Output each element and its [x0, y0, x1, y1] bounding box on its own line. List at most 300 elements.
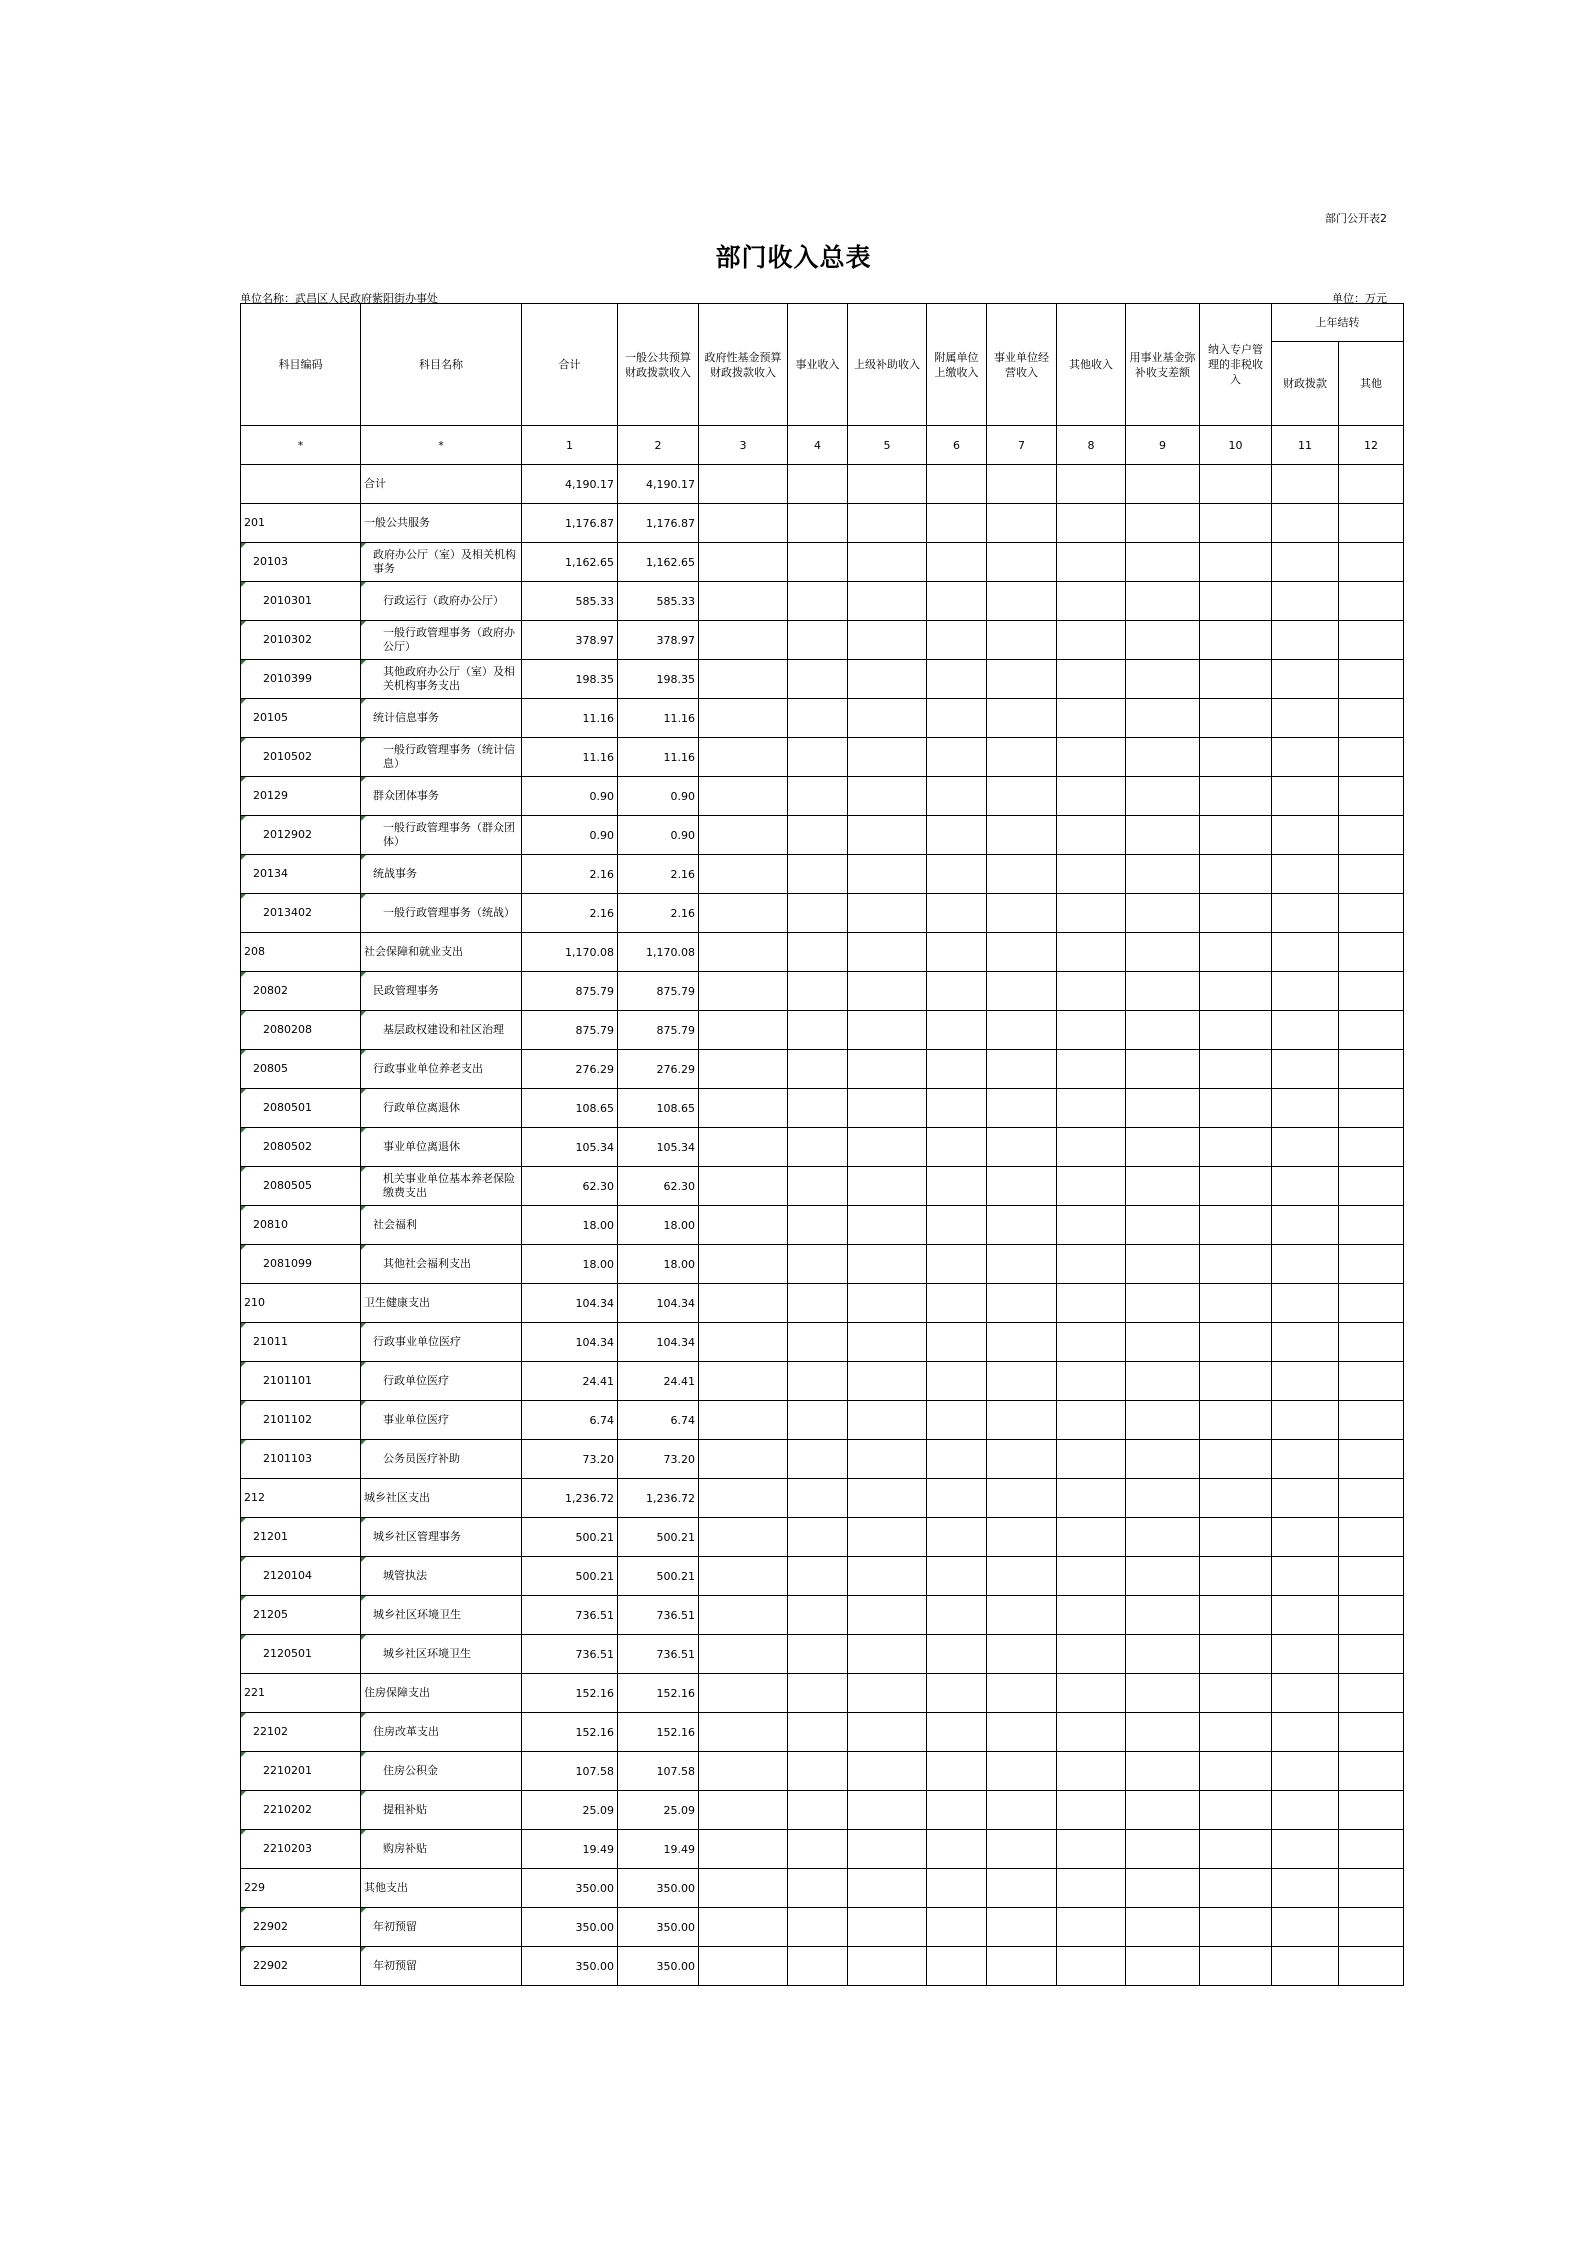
- empty-cell: [1057, 1830, 1126, 1869]
- subject-name-cell: 行政单位离退休: [361, 1089, 522, 1128]
- empty-cell: [987, 543, 1057, 582]
- empty-cell: [848, 1557, 927, 1596]
- empty-cell: [1200, 1011, 1272, 1050]
- header-total: 合计: [522, 304, 618, 426]
- empty-cell: [788, 1518, 848, 1557]
- total-cell: 378.97: [522, 621, 618, 660]
- empty-cell: [1126, 1869, 1200, 1908]
- empty-cell: [1200, 777, 1272, 816]
- empty-cell: [788, 1752, 848, 1791]
- subject-name-cell: 一般行政管理事务（群众团体）: [361, 816, 522, 855]
- total-cell: 1,170.08: [522, 933, 618, 972]
- empty-cell: [1339, 1284, 1404, 1323]
- empty-cell: [788, 1362, 848, 1401]
- subject-code-cell: 2080505: [241, 1167, 361, 1206]
- general-budget-cell: 585.33: [618, 582, 699, 621]
- empty-cell: [987, 1479, 1057, 1518]
- total-cell: 1,162.65: [522, 543, 618, 582]
- empty-cell: [1126, 1245, 1200, 1284]
- empty-cell: [987, 1635, 1057, 1674]
- empty-cell: [848, 1284, 927, 1323]
- subject-name-cell: 行政事业单位养老支出: [361, 1050, 522, 1089]
- empty-cell: [788, 894, 848, 933]
- empty-cell: [788, 1908, 848, 1947]
- empty-cell: [848, 1011, 927, 1050]
- subject-name-cell: 住房改革支出: [361, 1713, 522, 1752]
- subject-name-cell: 其他政府办公厅（室）及相关机构事务支出: [361, 660, 522, 699]
- empty-cell: [927, 1245, 987, 1284]
- subject-code-cell: 2101102: [241, 1401, 361, 1440]
- empty-cell: [699, 1050, 788, 1089]
- total-cell: 500.21: [522, 1518, 618, 1557]
- empty-cell: [1272, 1869, 1339, 1908]
- empty-cell: [1272, 972, 1339, 1011]
- empty-cell: [699, 1791, 788, 1830]
- empty-cell: [927, 621, 987, 660]
- general-budget-cell: 18.00: [618, 1245, 699, 1284]
- general-budget-cell: 108.65: [618, 1089, 699, 1128]
- general-budget-cell: 19.49: [618, 1830, 699, 1869]
- empty-cell: [1126, 855, 1200, 894]
- subject-name-cell: 事业单位离退休: [361, 1128, 522, 1167]
- empty-cell: [1200, 1791, 1272, 1830]
- empty-cell: [788, 1674, 848, 1713]
- subject-name-cell: 其他社会福利支出: [361, 1245, 522, 1284]
- subject-name-cell: 行政单位医疗: [361, 1362, 522, 1401]
- empty-cell: [1339, 1245, 1404, 1284]
- empty-cell: [1339, 1752, 1404, 1791]
- subject-name-cell: 机关事业单位基本养老保险缴费支出: [361, 1167, 522, 1206]
- empty-cell: [788, 738, 848, 777]
- empty-cell: [1126, 1908, 1200, 1947]
- subject-code-cell: 20810: [241, 1206, 361, 1245]
- general-budget-cell: 152.16: [618, 1674, 699, 1713]
- empty-cell: [927, 1752, 987, 1791]
- empty-cell: [1126, 621, 1200, 660]
- subject-name-cell: 城乡社区环境卫生: [361, 1596, 522, 1635]
- table-row: [241, 543, 1404, 582]
- empty-cell: [1339, 972, 1404, 1011]
- empty-cell: [1057, 1947, 1126, 1986]
- empty-cell: [1126, 465, 1200, 504]
- empty-cell: [1057, 1089, 1126, 1128]
- subject-code-cell: 2080502: [241, 1128, 361, 1167]
- empty-cell: [699, 1323, 788, 1362]
- empty-cell: [1272, 816, 1339, 855]
- empty-cell: [1339, 1596, 1404, 1635]
- table-row: [241, 1401, 1404, 1440]
- general-budget-cell: 107.58: [618, 1752, 699, 1791]
- subject-code-cell: 20134: [241, 855, 361, 894]
- empty-cell: [1126, 1479, 1200, 1518]
- empty-cell: [1057, 1596, 1126, 1635]
- empty-cell: [1126, 1791, 1200, 1830]
- subject-name-cell: 事业单位医疗: [361, 1401, 522, 1440]
- empty-cell: [1339, 894, 1404, 933]
- empty-cell: [848, 1401, 927, 1440]
- subject-code-cell: 21011: [241, 1323, 361, 1362]
- empty-cell: [927, 1518, 987, 1557]
- empty-cell: [1057, 1635, 1126, 1674]
- empty-cell: [699, 1908, 788, 1947]
- empty-cell: [1339, 1557, 1404, 1596]
- empty-cell: [1339, 1791, 1404, 1830]
- empty-cell: [788, 816, 848, 855]
- subject-name-cell: 行政运行（政府办公厅）: [361, 582, 522, 621]
- empty-cell: [699, 1635, 788, 1674]
- empty-cell: [1200, 1206, 1272, 1245]
- empty-cell: [1200, 933, 1272, 972]
- empty-cell: [1339, 1167, 1404, 1206]
- table-row: [241, 1557, 1404, 1596]
- subject-code-cell: [241, 465, 361, 504]
- column-index-cell: 5: [848, 426, 927, 465]
- table-row: [241, 1674, 1404, 1713]
- header-code: 科目编码: [241, 304, 361, 426]
- empty-cell: [1200, 1167, 1272, 1206]
- empty-cell: [987, 1791, 1057, 1830]
- empty-cell: [987, 504, 1057, 543]
- general-budget-cell: 378.97: [618, 621, 699, 660]
- empty-cell: [848, 465, 927, 504]
- empty-cell: [1200, 1284, 1272, 1323]
- empty-cell: [1200, 582, 1272, 621]
- total-cell: 104.34: [522, 1284, 618, 1323]
- empty-cell: [699, 933, 788, 972]
- general-budget-cell: 875.79: [618, 972, 699, 1011]
- general-budget-cell: 350.00: [618, 1947, 699, 1986]
- empty-cell: [1272, 1440, 1339, 1479]
- column-index-cell: *: [241, 426, 361, 465]
- empty-cell: [788, 699, 848, 738]
- empty-cell: [1126, 972, 1200, 1011]
- empty-cell: [987, 738, 1057, 777]
- empty-cell: [1339, 1674, 1404, 1713]
- empty-cell: [987, 1401, 1057, 1440]
- empty-cell: [1272, 1908, 1339, 1947]
- empty-cell: [1126, 1947, 1200, 1986]
- header-operating: 事业单位经营收入: [987, 304, 1057, 426]
- empty-cell: [788, 582, 848, 621]
- empty-cell: [848, 777, 927, 816]
- empty-cell: [1272, 1206, 1339, 1245]
- empty-cell: [1339, 504, 1404, 543]
- total-cell: 107.58: [522, 1752, 618, 1791]
- empty-cell: [699, 972, 788, 1011]
- empty-cell: [848, 1518, 927, 1557]
- table-row: [241, 504, 1404, 543]
- empty-cell: [1339, 621, 1404, 660]
- empty-cell: [927, 777, 987, 816]
- total-cell: 11.16: [522, 738, 618, 777]
- empty-cell: [1057, 660, 1126, 699]
- table-row: [241, 894, 1404, 933]
- empty-cell: [699, 1440, 788, 1479]
- general-budget-cell: 152.16: [618, 1713, 699, 1752]
- empty-cell: [1126, 543, 1200, 582]
- empty-cell: [1272, 1479, 1339, 1518]
- empty-cell: [1057, 465, 1126, 504]
- empty-cell: [1126, 1674, 1200, 1713]
- subject-name-cell: 一般公共服务: [361, 504, 522, 543]
- subject-code-cell: 2210202: [241, 1791, 361, 1830]
- subject-code-cell: 2010502: [241, 738, 361, 777]
- table-row: [241, 1518, 1404, 1557]
- empty-cell: [987, 1011, 1057, 1050]
- empty-cell: [699, 1752, 788, 1791]
- general-budget-cell: 105.34: [618, 1128, 699, 1167]
- empty-cell: [699, 1596, 788, 1635]
- total-cell: 2.16: [522, 855, 618, 894]
- subject-name-cell: 基层政权建设和社区治理: [361, 1011, 522, 1050]
- empty-cell: [1200, 465, 1272, 504]
- subject-name-cell: 住房保障支出: [361, 1674, 522, 1713]
- general-budget-cell: 736.51: [618, 1596, 699, 1635]
- empty-cell: [1272, 933, 1339, 972]
- empty-cell: [987, 972, 1057, 1011]
- general-budget-cell: 18.00: [618, 1206, 699, 1245]
- empty-cell: [1272, 660, 1339, 699]
- header-name: 科目名称: [361, 304, 522, 426]
- empty-cell: [699, 504, 788, 543]
- table-row: [241, 1128, 1404, 1167]
- general-budget-cell: 736.51: [618, 1635, 699, 1674]
- subject-code-cell: 2210201: [241, 1752, 361, 1791]
- empty-cell: [1339, 1011, 1404, 1050]
- subject-code-cell: 2012902: [241, 816, 361, 855]
- empty-cell: [987, 1752, 1057, 1791]
- empty-cell: [927, 894, 987, 933]
- table-row: [241, 1245, 1404, 1284]
- empty-cell: [1126, 1557, 1200, 1596]
- subject-code-cell: 2080501: [241, 1089, 361, 1128]
- empty-cell: [1200, 816, 1272, 855]
- column-index-cell: 4: [788, 426, 848, 465]
- subject-code-cell: 221: [241, 1674, 361, 1713]
- empty-cell: [927, 855, 987, 894]
- empty-cell: [848, 1128, 927, 1167]
- empty-cell: [699, 621, 788, 660]
- table-row: [241, 777, 1404, 816]
- table-row: [241, 582, 1404, 621]
- empty-cell: [699, 543, 788, 582]
- table-row: [241, 1752, 1404, 1791]
- total-cell: 1,236.72: [522, 1479, 618, 1518]
- empty-cell: [699, 582, 788, 621]
- empty-cell: [987, 1362, 1057, 1401]
- empty-cell: [1272, 1752, 1339, 1791]
- empty-cell: [699, 777, 788, 816]
- empty-cell: [1057, 582, 1126, 621]
- table-row: [241, 1206, 1404, 1245]
- empty-cell: [1200, 1869, 1272, 1908]
- empty-cell: [699, 1713, 788, 1752]
- table-row: [241, 1440, 1404, 1479]
- header-carryover: 上年结转: [1272, 304, 1404, 342]
- table-row: [241, 465, 1404, 504]
- column-index-cell: 7: [987, 426, 1057, 465]
- empty-cell: [1057, 1401, 1126, 1440]
- general-budget-cell: 11.16: [618, 738, 699, 777]
- table-row: [241, 1791, 1404, 1830]
- total-cell: 11.16: [522, 699, 618, 738]
- empty-cell: [927, 1947, 987, 1986]
- empty-cell: [699, 465, 788, 504]
- empty-cell: [927, 1167, 987, 1206]
- table-row: [241, 1947, 1404, 1986]
- empty-cell: [1057, 1557, 1126, 1596]
- empty-cell: [699, 816, 788, 855]
- general-budget-cell: 2.16: [618, 894, 699, 933]
- empty-cell: [1057, 699, 1126, 738]
- empty-cell: [987, 1713, 1057, 1752]
- empty-cell: [987, 1284, 1057, 1323]
- total-cell: 736.51: [522, 1596, 618, 1635]
- subject-name-cell: 城管执法: [361, 1557, 522, 1596]
- general-budget-cell: 0.90: [618, 816, 699, 855]
- empty-cell: [1200, 1830, 1272, 1869]
- column-index-cell: 6: [927, 426, 987, 465]
- empty-cell: [1200, 1245, 1272, 1284]
- general-budget-cell: 1,170.08: [618, 933, 699, 972]
- empty-cell: [1339, 933, 1404, 972]
- empty-cell: [848, 816, 927, 855]
- empty-cell: [1126, 1752, 1200, 1791]
- empty-cell: [1126, 777, 1200, 816]
- empty-cell: [848, 543, 927, 582]
- empty-cell: [1272, 1401, 1339, 1440]
- subject-code-cell: 2210203: [241, 1830, 361, 1869]
- empty-cell: [1272, 543, 1339, 582]
- empty-cell: [788, 1206, 848, 1245]
- empty-cell: [848, 1323, 927, 1362]
- empty-cell: [1200, 1089, 1272, 1128]
- empty-cell: [848, 972, 927, 1011]
- empty-cell: [987, 1557, 1057, 1596]
- total-cell: 19.49: [522, 1830, 618, 1869]
- table-row: [241, 1050, 1404, 1089]
- column-index-cell: 10: [1200, 426, 1272, 465]
- empty-cell: [987, 1518, 1057, 1557]
- table-row: [241, 1089, 1404, 1128]
- empty-cell: [1339, 1635, 1404, 1674]
- empty-cell: [1057, 1323, 1126, 1362]
- table-row: [241, 1284, 1404, 1323]
- empty-cell: [788, 1440, 848, 1479]
- subject-name-cell: 民政管理事务: [361, 972, 522, 1011]
- subject-code-cell: 229: [241, 1869, 361, 1908]
- empty-cell: [788, 1284, 848, 1323]
- empty-cell: [1339, 855, 1404, 894]
- empty-cell: [848, 1713, 927, 1752]
- subject-name-cell: 城乡社区环境卫生: [361, 1635, 522, 1674]
- empty-cell: [699, 894, 788, 933]
- empty-cell: [1339, 582, 1404, 621]
- empty-cell: [987, 1128, 1057, 1167]
- empty-cell: [927, 1401, 987, 1440]
- empty-cell: [987, 933, 1057, 972]
- empty-cell: [848, 1206, 927, 1245]
- empty-cell: [927, 1440, 987, 1479]
- empty-cell: [987, 1167, 1057, 1206]
- empty-cell: [1272, 465, 1339, 504]
- header-business: 事业收入: [788, 304, 848, 426]
- empty-cell: [1200, 621, 1272, 660]
- subject-code-cell: 201: [241, 504, 361, 543]
- total-cell: 350.00: [522, 1908, 618, 1947]
- empty-cell: [848, 1596, 927, 1635]
- table-row: [241, 1713, 1404, 1752]
- subject-name-cell: 社会福利: [361, 1206, 522, 1245]
- total-cell: 73.20: [522, 1440, 618, 1479]
- empty-cell: [788, 1947, 848, 1986]
- total-cell: 350.00: [522, 1869, 618, 1908]
- empty-cell: [1057, 1362, 1126, 1401]
- total-cell: 25.09: [522, 1791, 618, 1830]
- empty-cell: [1200, 1908, 1272, 1947]
- empty-cell: [927, 1830, 987, 1869]
- empty-cell: [1126, 1830, 1200, 1869]
- subject-code-cell: 208: [241, 933, 361, 972]
- column-index-cell: 8: [1057, 426, 1126, 465]
- empty-cell: [1272, 1089, 1339, 1128]
- general-budget-cell: 198.35: [618, 660, 699, 699]
- empty-cell: [1200, 972, 1272, 1011]
- header-general-budget: 一般公共预算财政拨款收入: [618, 304, 699, 426]
- empty-cell: [788, 1128, 848, 1167]
- empty-cell: [788, 1245, 848, 1284]
- empty-cell: [699, 1830, 788, 1869]
- empty-cell: [1272, 1947, 1339, 1986]
- subject-code-cell: 21205: [241, 1596, 361, 1635]
- empty-cell: [927, 504, 987, 543]
- empty-cell: [1272, 894, 1339, 933]
- empty-cell: [1200, 1674, 1272, 1713]
- empty-cell: [699, 1518, 788, 1557]
- subject-code-cell: 20805: [241, 1050, 361, 1089]
- empty-cell: [927, 933, 987, 972]
- empty-cell: [927, 1713, 987, 1752]
- empty-cell: [987, 777, 1057, 816]
- empty-cell: [1339, 660, 1404, 699]
- empty-cell: [1339, 1908, 1404, 1947]
- total-cell: 198.35: [522, 660, 618, 699]
- empty-cell: [987, 621, 1057, 660]
- header-carryover-other: 其他: [1339, 342, 1404, 426]
- empty-cell: [1057, 1752, 1126, 1791]
- empty-cell: [1339, 699, 1404, 738]
- empty-cell: [1272, 699, 1339, 738]
- subject-code-cell: 2010302: [241, 621, 361, 660]
- empty-cell: [927, 660, 987, 699]
- empty-cell: [927, 1908, 987, 1947]
- general-budget-cell: 25.09: [618, 1791, 699, 1830]
- subject-code-cell: 2101103: [241, 1440, 361, 1479]
- empty-cell: [927, 1596, 987, 1635]
- empty-cell: [788, 1713, 848, 1752]
- total-cell: 0.90: [522, 816, 618, 855]
- empty-cell: [1272, 1830, 1339, 1869]
- total-cell: 276.29: [522, 1050, 618, 1089]
- empty-cell: [1200, 543, 1272, 582]
- empty-cell: [1126, 1167, 1200, 1206]
- empty-cell: [1057, 1713, 1126, 1752]
- subject-name-cell: 城乡社区支出: [361, 1479, 522, 1518]
- empty-cell: [1200, 660, 1272, 699]
- column-index-cell: 1: [522, 426, 618, 465]
- empty-cell: [1200, 1947, 1272, 1986]
- empty-cell: [1126, 1011, 1200, 1050]
